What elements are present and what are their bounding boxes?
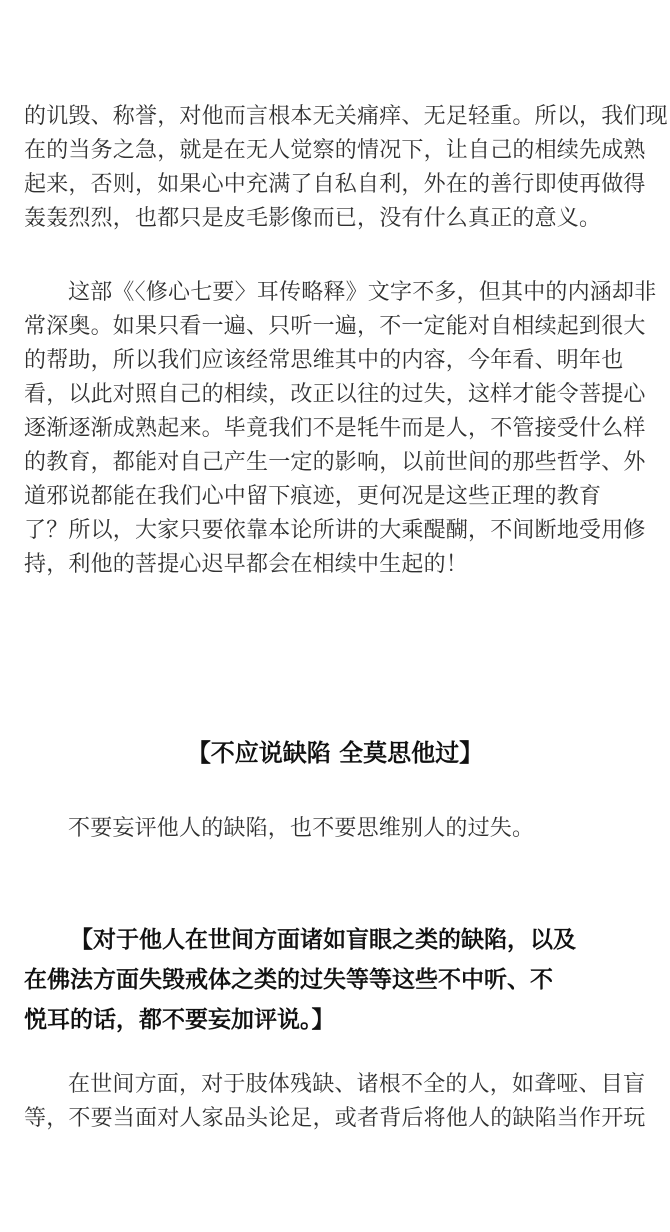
text-line: 道邪说都能在我们心中留下痕迹，更何况是这些正理的教育 bbox=[24, 484, 602, 509]
paragraph-2 bbox=[24, 276, 657, 582]
text-line: 在佛法方面失毁戒体之类的过失等等这些不中听、不 bbox=[24, 966, 553, 993]
text-line: 等，不要当面对人家品头论足，或者背后将他人的缺陷当作开玩 bbox=[24, 1106, 646, 1131]
text-line: 持，利他的菩提心迟早都会在相续中生起的！ bbox=[24, 552, 469, 577]
text-line: 起来，否则，如果心中充满了自私自利，外在的善行即使再做得 bbox=[24, 172, 646, 197]
text-line: 看，以此对照自己的相续，改正以往的过失，这样才能令菩提心 bbox=[24, 382, 646, 407]
text-line: 常深奥。如果只看一遍、只听一遍，不一定能对自相续起到很大 bbox=[24, 314, 646, 339]
text-line: 的教育，都能对自己产生一定的影响，以前世间的那些哲学、外 bbox=[24, 450, 646, 475]
paragraph-4 bbox=[24, 1068, 646, 1136]
text-line: 的帮助，所以我们应该经常思维其中的内容，今年看、明年也 bbox=[24, 348, 624, 373]
bold-quote-block bbox=[24, 920, 646, 1040]
text-line: 逐渐逐渐成熟起来。毕竟我们不是牦牛而是人，不管接受什么样 bbox=[24, 416, 646, 441]
text-line: 悦耳的话，都不要妄加评说。】 bbox=[24, 1006, 335, 1033]
text-line: 不要妄评他人的缺陷，也不要思维别人的过失。 bbox=[68, 816, 535, 841]
text-line: 了？所以，大家只要依靠本论所讲的大乘醍醐，不间断地受用修 bbox=[24, 518, 646, 543]
paragraph-3 bbox=[24, 812, 646, 846]
text-line: 的讥毁、称誉，对他而言根本无关痛痒、无足轻重。所以，我们现 bbox=[24, 104, 668, 129]
section-heading: 【不应说缺陷 全莫思他过】 bbox=[186, 738, 484, 767]
text-line: 在世间方面，对于肢体残缺、诸根不全的人，如聋哑、目盲 bbox=[68, 1072, 646, 1097]
text-line: 在的当务之急，就是在无人觉察的情况下，让自己的相续先成熟 bbox=[24, 138, 646, 163]
paragraph-1 bbox=[24, 100, 668, 236]
text-line: 这部《〈修心七要〉耳传略释》文字不多，但其中的内涵却非 bbox=[68, 280, 657, 305]
text-line: 轰轰烈烈，也都只是皮毛影像而已，没有什么真正的意义。 bbox=[24, 206, 602, 231]
text-line: 【对于他人在世间方面诸如盲眼之类的缺陷，以及 bbox=[70, 926, 576, 953]
